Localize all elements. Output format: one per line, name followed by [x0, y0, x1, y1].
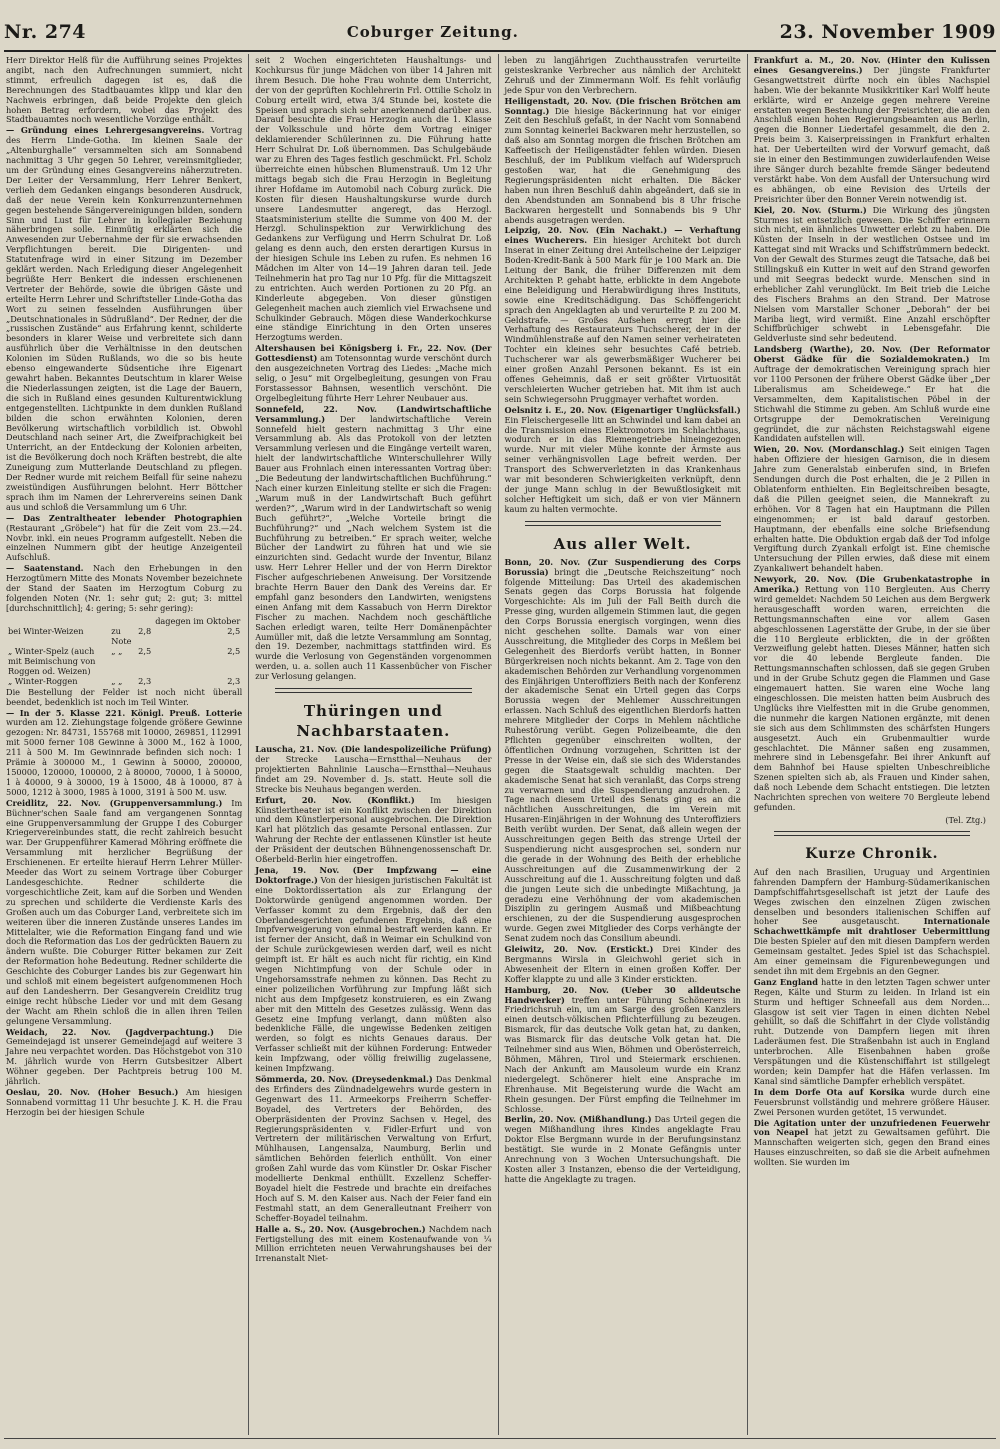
article-lead: In dem Dorfe Ota auf Korsika — [753, 1086, 905, 1097]
article-lead: Weidach, 22. Nov. (Jagdverpachtung.) — [6, 1026, 214, 1037]
article-text: Der landwirtschaftliche Verein Sonnefeld hielt gestern nachmittag 3 Uhr eine Versammlung ab. Als das Protokoll von der letzten Versammlung verlesen und die Eingänge verteilt waren, hielt der landwirtschaftliche Winterschullehrer Willy Bauer aus Frohnlach einen interessanten Vortrag über: „Die Bedeutung der landwirtschaftlichen Buchführung.“ Nach einer kurzen Einleitung stellte er sich die Fragen: „Warum muß in der Landwirtschaft Buch geführt werden?“, „Warum wird in der Landwirtschaft so wenig Buch geführt?“, „Welche Vorteile bringt die Buchführung?“ und „Nach welchem System ist die Buchführung zu betreiben.“ Er sprach weiter, welche Bücher der Landwirt zu führen hat und wie sie einzurichten sind. Gedacht wurde der Inventur, Bilanz usw. Herr Lehrer Heller und der von Herrn Direktor Fischer aufgeschriebenen Anweisung. Der Vorsitzende brachte Herrn Bauer den Dank des Vereins dar. Er empfahl ganz besonders den Landwirten, wenigstens einen Anfang mit dem Kassabuch von Herrn Direktor Fischer zu machen. Nachdem noch geschäftliche Sachen erledigt waren, teilte Herr Domänenpächter Aumüller mit, daß die letzte Versammlung am Sonntag, den 19. Dezember, nachmittags stattfinden wird. Es wurde die Verlosung von Gegenständen vorgenommen werden, u. a. sollen auch 11 Kassenbücher von Fischer zur Verlosung gelangen. — [255, 413, 492, 682]
issue-number: Nr. 274 — [4, 21, 87, 43]
article-lead: Creidlitz, 22. Nov. (Gruppenversammlung.) — [6, 797, 223, 808]
crop-table-header-cell: dagegen im Oktober — [155, 615, 241, 626]
column-4 — [747, 54, 996, 1435]
article-lead: Bonn, 20. Nov. (Zur Suspendierung des Corps Borussia) — [504, 556, 741, 577]
article-paragraph — [505, 945, 741, 985]
section-headline: Thüringen und Nachbarstaaten. — [296, 702, 451, 741]
article-lead: Gleiwitz, 20. Nov. (Erstickt.) — [504, 944, 654, 955]
column-3 — [498, 54, 747, 1435]
article-text: hatte in den letzten Tagen schwer unter Regen, Kälte und Sturm zu leiden. In Irland ist ein Sturm und heftiger Schneefall aus dem Norden... Glasgow ist seit vier Tagen in einen dichten Nebel gehüllt, so daß die Schiffahrt in der Clyde vollständig ruht. Dutzende von Dampfern liegen mit ihren Laderäumen fest. Die Straßenbahn ist auch in England unterbrochen. Alle Eisenbahnen haben große Verspätungen und die Küstenschiffahrt ist stillgelegt worden; kein Dampfer hat die Häfen verlassen. Im Kanal sind sämtliche Dampfer erheblich verspätet. — [753, 976, 991, 1086]
column-1 — [4, 54, 248, 1435]
crop-name: „ Winter-Roggen — [8, 675, 78, 686]
article-lead: Die Agitation unter der unzufriedenen Feuerwehr von Neapel — [753, 1117, 990, 1138]
article-paragraph — [754, 1088, 990, 1118]
article-text: Nachdem nach Fertigstellung des mit einem Kostenaufwande von ¼ Million errichteten neuen Verwahrungshauses bei der Irrenanstalt Niet- — [255, 1223, 492, 1264]
article-text: Im Auftrage der demokratischen Vereinigung sprach hier vor 1100 Personen der frühere Oberst Gädke über „Der Liberalismus am Scheidewege.“ Er hat die Versammelten, dem Kapitalistischen Pöbel in der Stichwahl die Stimme zu geben. Am Schluß wurde eine Ortsgruppe der Demokratischen Vereinigung gegründet, die zur nächsten Reichstagswahl eigene Kandidaten aufstellen will. — [753, 354, 990, 444]
section-headline: Kurze Chronik. — [805, 845, 939, 862]
article-lead: Hamburg, 20. Nov. (Ueber 30 alldeutsche Handwerker) — [504, 984, 741, 1005]
article-paragraph — [255, 1225, 491, 1265]
article-text: Ein hiesiger Architekt bot durch Inserat in einer Zeitung drei Anteilscheine der Leipziger Boden-Kredit-Bank à 500 Mark für je 100 Mark an. Die Leitung der Bank, die früher Differenzen mit dem Architekten P. gehabt hatte, erblickte in dem Angebote eine Beleidigung und Herabwürdigung ihres Instituts, sowie eine Kreditschädigung. Das Schöffengericht sprach den Angeklagten ab und verurteilte P. zu 200 M. Geldstrafe. — Großes Aufsehen erregt hier die Verhaftung des Restaurateurs Tuchscherer, der in der Windmühlenstraße auf den Namen seiner verheirateten Tochter ein kleines sehr besuchtes Café betrieb. Tuchscherer war als gewerbsmäßiger Wucherer bei einer großen Anzahl Personen bekannt. Es ist ein offenes Geheimnis, daß er seit größter Virtuosität verschleierten Wucher getrieben hat. Mit ihm ist auch sein Schwiegersohn Pruggmayer verhaftet worden. — [504, 235, 741, 404]
article-text: Nach den Erhebungen in den Herzogtümern Mitte des Monats November bezeichnete der Stand der Saaten im Herzogtum Coburg zu folgenden Noten (Nr. 1: sehr gut; 2: gut; 3: mittel [durchschnittlich]; 4: gering; 5: sehr gering): — [6, 563, 243, 613]
article-lead: Newyork, 20. Nov. (Die Grubenkatastrophe in Amerika.) — [753, 574, 990, 595]
article-paragraph: seit 2 Wochen eingerichteten Haushaltungs- und Kochkursus für junge Mädchen von über 14 Jahren mit ihrem Besuch. Die hohe Frau wohnte dem Unterricht, der von der geprüften Kochlehrerin Frl. Ottilie Scholz in Coburg erteilt wird, etwa 3/4 Stunde bei, kostete die Speisen und sprach sich sehr anerkennend darüber aus. Darauf besuchte die Frau Herzogin auch die 1. Klasse der Volksschule und hörte dem Vortrag einiger deklamierender Schülerinnen zu. Die Führung hatte Herr Schulrat Dr. Loß übernommen. Das Schulgebäude war zu Ehren des Tages festlich geschmückt. Frl. Scholz überreichte einen hübschen Blumenstrauß. Um 12 Uhr mittags begab sich die Frau Herzogin in Begleitung ihrer Hofdame im Automobil nach Coburg zurück. Die Kosten für diesen Haushaltungskurse wurde durch unsere Landesmutter angeregt, das Herzogl. Staatsministerium stellte die Summe von 400 M. der Herzgl. Schulinspektion zur Verwirklichung des Gedankens zur Verfügung und Herrn Schulrat Dr. Loß gelang es denn auch, den ersten derartigen Kursus in der hiesigen Schule ins Leben zu rufen. Es nehmen 16 Mädchen im Alter von 14—19 Jahren daran teil. Jede Teilnehmerin hat pro Tag nur 10 Pfg. für die Mittagszeit zu entrichten. Auch werden Portionen zu 20 Pfg. an Kinderleute abgegeben. Von dieser günstigen Gelegenheit machen auch ziemlich viel Erwachsene und Schulkinder Gebrauch. Mögen diese Wanderkochkurse eine ständige Einrichtung in den Orten unseres Herzogtums werden. — [255, 55, 492, 343]
article-lead: Heiligenstadt, 20. Nov. (Die frischen Brötchen am Sonntag.) — [504, 95, 741, 116]
article-paragraph: Herr Direktor Helß für die Aufführung seines Projektes angibt, nach den Aufrechnungen summiert, nicht stimmt, erfreulich dagegen ist es, daß die Berechnungen des Stadtbauamtes klipp und klar den Nachweis erbringen, daß beide Projekte den gleich hohen Betrag erfordern, wobei das Projekt des Stadtbauamtes noch wesentliche Vorzüge enthält. — [6, 55, 243, 125]
article-text: (Restaurant „Gröbele“) hat für die Zeit vom 23.—24. Novbr. inkl. ein neues Programm aufgestellt. Neben die einzelnen Nummern gibt der heutige Anzeigenteil Aufschluß. — [6, 522, 243, 563]
article-paragraph — [505, 558, 741, 944]
article-lead: Kiel, 20. Nov. (Sturm.) — [753, 204, 867, 215]
article-paragraph — [754, 206, 990, 345]
section-divider — [525, 521, 721, 526]
header-rule — [4, 50, 996, 52]
article-paragraph — [255, 405, 491, 682]
article-paragraph — [255, 344, 491, 403]
article-text: Die Wirkung des jüngsten Sturmes ist entsetzlich gewesen. Die Schiffer erinnern sich nicht, ein ähnliches Unwetter erlebt zu haben. Die Küsten der Inseln in der westlichen Ostsee und im Kattegat sind mit Wracks und Schiffstrümmern bedeckt. Von der Gewalt des Sturmes zeugt die Tatsache, daß bei Stillingskuß ein Kutter in weit auf den Strand geworfen und mit Seegras bedeckt wurde. Menschen sind in erheblicher Zahl verunglückt. Im Beit trieb die Leiche des Fischers Brahms an den Strand. Der Matrose Nielsen vom Marstaller Schoner „Deborah“ der bei Mariba liegt, wird vermißt. Eine Anzahl erschöpfter Schiffbrüchiger schwebt in Lebensgefahr. Die Geldverluste sind sehr bedeutend. — [753, 204, 990, 344]
article-text: Vortrag des Herrn Linde-Gotha. Im kleinen Saale der „Altenburghalle“ versammelten sich am Sonnabend nachmittag 3 Uhr gegen 50 Lehrer, vereinsmitglieder, um der Gründung eines Gesangvereins näherzutreten. Der Leiter der Versammlung, Herr Lehrer Benkert, verlieh dem Gedanken eingangs besonderen Ausdruck, daß der neue Verein kein Konkurrenzunternehmen gegen bestehende Sängervereinigungen bilden, sondern Sinn und Lust für Lehrer in kollegialer Beziehung näherbringen solle. Einmütig erklärten sich die Anwesenden zur Uebernahme der für sie erwachsenden Verpflichtungen bereit. Die Dirigenten- und Statutenfrage wird in einer Sitzung im Dezember geklärt werden. Nach Erledigung dieser Angelegenheit begrüßte Herr Benkert die indessen erschienenen Vertreter der Behörde, sowie die übrigen Gäste und erteilte Herrn Lehrer und Schriftsteller Linde-Gotha das Wort zu seinen fesselnden Ausführungen über „Deutschnationales in Südrußland“. Der Redner, der die „russischen Zustände“ aus Erfahrung kennt, schilderte besonders in klarer Weise und verbreitete sich dann ausführlich über die Verhältnisse in den deutschen Kolonien im Süden Rußlands, wo die so bis heute ebenso eingewanderte Südsentiche ihre Eigenart gewahrt haben. Bekanntes Deutschtum in klarer Weise die Niederlassungen zeigten, ist die Lage der Bauern, die sich in Rußland eines gesunden Kulturentwicklung entgegenstellten. Lichtpunkte in dem dunklen Rußland bilden die schon erwähnten Kolonien, deren Bevölkerung wirtschaftlich vorbildlich ist. Obwohl Deutschland nach seiner Art, die Zweifprachigkeit bei Unterricht, an der Entdeckung der Kolonien arbeiten, ist die Bevölkerung doch noch Kräften bestrebt, die alte Zuneigung zum Mutterlande Deutschland zu pflegen. Der Redner wurde mit reichem Beifall für seine nahezu zweistündigen Ausführungen belohnt. Herr Böttcher sprach ihm im Namen der Lehrervereins seinen Dank aus und schloß die Versammlung um 6 Uhr. — [6, 125, 243, 512]
article-text: Das Urteil gegen die wegen Mißhandlung ihres Kindes angeklagte Frau Doktor Else Bergmann wurde in der Berufungsinstanz bestätigt. Sie wurde in 2 Monate Gefängnis unter Anrechnung von 3 Wochen Untersuchungshaft. Die Kosten aller 3 Instanzen, ebenso die der Verteidigung, hatte die Angeklagte zu tragen. — [504, 1114, 741, 1184]
table-row — [6, 676, 242, 686]
article-text: Im Büchner'schen Saale fand am vergangenen Sonntag eine Gruppenversammlung der Gruppe I des Coburger Kriegervereinbundes statt, die recht zahlreich besucht war. Der Gruppenführer Kamerad Möhring eröffnete die Versammlung mit herzlicher Begrüßung der Erschienenen. Er erteilte hierauf Herrn Lehrer Müller-Meeder das Wort zu seinem Vortrage über Coburger Landesgeschichte. Redner schilderte die vorgeschichtliche Zeit, kam auf die Sorben und Wenden zu sprechen und schilderte die Verdienste Karls des Großen auch um das Coburger Land, verbreitete sich im weiteren über die inneren Zustände unseres Landes im Mittelalter, wie die Reformation Eingang fand und wie doch die Reformation das Los der gedrückten Bauern zu ändern wußte. Die Coburger Ritter bekamen zur Zeit der Reformation hohe Bedeutung. Redner schilderte die Geschichte des Coburger Landes bis zur Gegenwart hin und schloß mit einem begeistert aufgenommenen Hoch auf den Landesherrn. Der Gesangverein Creidlitz trug einige recht hübsche Lieder vor und mit dem Gesang der Wacht am Rhein schloß die in allen ihren Teilen gelungene Versammlung. — [6, 797, 243, 1026]
article-paragraph — [255, 866, 491, 1074]
article-paragraph — [505, 406, 741, 515]
article-paragraph — [6, 709, 242, 798]
article-lead: Berlin, 20. Nov. (Mißhandlung.) — [504, 1114, 652, 1125]
section-headline: Aus aller Welt. — [553, 534, 692, 553]
article-lead: Ganz England — [753, 976, 818, 987]
article-text: Das Denkmal des Erfinders des Zündnadelgewehrs wurde gestern in Gegenwart des 11. Armeekorps Freiherrn Scheffer-Boyadel, des Vertreters der Behörden, des Oberpräsidenten der Provinz Sachsen v. Hegel, des Regierungspräsidenten v. Fidler-Erfurt und von Vertretern der militärischen Verwaltung von Erfurt, Mühlhausen, Langensalza, Naumburg, Berlin und sämtlichen Behörden feierlich enthüllt. Von einer großen Zahl wurde das vom Künstler Dr. Oskar Fischer modellierte Denkmal enthüllt. Exzellenz Scheffer-Boyadel hielt die Festrede und brachte ein dreifaches Hoch auf S. M. den Kaiser aus. Nach der Feier fand ein Festmahl statt, an dem Generalleutnant Freiherr von Scheffer-Boyadel teilnahm. — [255, 1074, 492, 1223]
article-paragraph — [6, 564, 242, 614]
article-text: Die hiesige Bäckerinnung hat vor einiger Zeit den Beschluß gefaßt, in der Nacht vom Sonnabend zum Sonntag keinerlei Backwaren mehr herzustellen, so daß also am Sonntag morgen die frischen Brötchen am Kaffeetisch der Heiligenstädter fehlen würden. Diesen Beschluß, der im Publikum vielfach auf Widerspruch gestoßen war, hat die Genehmigung des Regierungspräsidenten nicht erhalten. Die Bäcker haben nun ihren Beschluß dahin abgeändert, daß sie in den Abendstunden am Sonnabend bis 8 Uhr frische Backwaren hergestellt und Sonnabends bis 9 Uhr abends ausgetragen werden. — [504, 105, 741, 225]
section-divider — [774, 831, 970, 836]
article-text: Rettung von 110 Bergleuten. Aus Cherry wird gemeldet: Nachdem 50 Leichen aus dem Bergwerk herausgeschafft worden waren, erreichten die Rettungsmannschaften eine vor allem Gasen abgeschlossenen Lagerstätte der Grube, in der sie über die 110 Bergleute erblickten, die in der größten Verzweiflung gelebt hatten. Dieses Männer, hatten sich vor die 40 lebende Bergleute fanden. Die Rettungsmannschaften schlossen, daß sie gegen Gruben und in der Grube Schutz gegen die Flammen und Gase eingemauert hatten. Sie waren eine Woche lang eingeschlossen. Die meisten hatten beim Ausbruch des Unglücks ihre Vielfestten mit in die Grube genommen, die nunmehr die kargen Nationen ergänzte, mit denen sie sich aus dem Schlimmsten des schärfsten Hungers ausgesetzt. Auch ein Grubenmaultier wurde geschlachtet. Die Männer saßen eng zusammen, mehrere sind in Lebensgefahr. Bei ihrer Ankunft auf dem Bahnhof bei Hause spielten Unbeschreibliche Szenen spielten sich ab, als Frauen und Kinder sahen, daß noch Lebende dem Schacht entstiegen. Die letzten Nachrichten sprechen von weitere 70 Bergleute lebend gefunden. — [753, 584, 990, 812]
article-text: Seit einigen Tagen haben Offiziere der hiesigen Garnison, die in diesem Jahre zum Generalstab einberufen sind, in Briefen Sendungen durch die Post erhalten, die je 2 Pillen in Oblatenform enthielten. Ein Begleitschreiben besagte, daß die Pillen geeignet seien, die Mannekraft zu erhöhen. Vor 8 Tagen hat ein Hauptmann die Pillen eingenommen; er ist bald darauf gestorben. Hauptmann, der ebenfalls eine solche Briefsendung erhalten hatte. Die Obduktion ergab daß der Tod infolge Vergiftung durch Zyankali erfolgt ist. Eine chemische Untersuchung der Pillen erwies, daß diese mit einem Zyankaliwert behandelt haben. — [753, 444, 990, 574]
article-paragraph: Die Bestellung der Felder ist noch nicht überall beendet, bedenklich ist noch im Teil Winter. — [6, 686, 243, 707]
article-text: Drei Kinder des Bergmanns Wirsla in Gleichwohl geriet sich in Abwesenheit der Eltern in einen großen Koffer. Der Koffer klappte zu und alle 3 Kinder erstickten. — [504, 944, 741, 984]
article-lead: Oelsnitz i. E., 20. Nov. (Eigenartiger Unglücksfall.) — [504, 404, 741, 415]
article-paragraph — [754, 978, 990, 1087]
article-paragraph — [754, 1119, 990, 1169]
article-text: hat jetzt zu Gewaltsamen geführt. Die Mannschaften weigerten sich, gegen den Brand eines Hauses einzuschreiten, so daß sie die Arbeit aufnehmen wollten. Sie wurden im — [753, 1127, 990, 1168]
article-paragraph — [6, 126, 242, 512]
article-paragraph — [255, 1075, 491, 1224]
article-columns — [4, 54, 996, 1435]
table-row — [6, 626, 242, 646]
article-paragraph — [505, 97, 741, 226]
article-paragraph — [6, 1028, 242, 1087]
article-text: wurde durch eine Feuersbrunst vollständig und mehrere größere Häuser. Zwei Personen wurden getötet, 15 verwundet. — [753, 1086, 990, 1117]
article-lead: Oeslau, 20. Nov. (Hoher Besuch.) — [6, 1087, 179, 1097]
crop-note: „ „ — [111, 645, 123, 656]
article-paragraph — [505, 1115, 741, 1184]
article-paragraph — [754, 868, 990, 977]
footer-rule — [4, 1438, 996, 1439]
crop-note: „ „ — [111, 675, 123, 686]
crop-name: bei Winter-Weizen — [8, 625, 84, 636]
crop-value-nov: 2,5 — [138, 645, 152, 656]
article-lead: Sonnefeld, 22. Nov. (Landwirtschaftliche Versammlung.) — [255, 403, 492, 424]
article-lead: Halle a. S., 20. Nov. (Ausgebrochen.) — [255, 1223, 426, 1234]
article-lead: Wien, 20. Nov. (Mordanschlag.) — [753, 444, 905, 455]
crop-name: „ Winter-Spelz (auch mit Beimischung von Roggen od. Weizen) — [8, 645, 96, 676]
article-lead: Lauscha, 21. Nov. (Die landespolizeiliche Prüfung) — [255, 744, 492, 755]
article-text: Von der hiesigen juristischen Fakultät ist eine Doktordissertation als zur Erlangung der Doktorwürde genügend angenommen worden. Der Verfasser kommt zu dem Ergebnis, daß der den Oberlandesgerichten gefundenen Ergebnis, daß eine Impfverweigerung von einmal bestraft werden kann. Er ist ferner der Ansicht, daß in Weimar ein Schulkind von der Schule zurückgewiesen werden darf, weil es nicht geimpft ist. Er hält es auch nicht für richtig, ein Kind wegen Nichtimpfung von der Schule oder in Ungehorsamsstrafe nehmen zu können. Das Recht zu einer polizeilichen Vorführung zur Impfung läßt sich nicht aus dem Impfgesetz konstruieren, es ein Zwang aber mit den Mitteln des Gesetzes zulässig. Wenn das Gesetz eine Impfung verlangt, dann müßten also bedenkliche Fälle, die ungewisse Bedenken zeitigen werden, so folgt es nichts Genaues daraus. Der Verfasser schließt mit der kühnen Forderung: Entweder kein Impfzwang, oder völlig freiwillig zugelassene, keinen Impfzwang. — [255, 874, 492, 1074]
article-lead: Sömmerda, 20. Nov. (Dreysedenkmal.) — [255, 1074, 433, 1084]
article-text: bringt die „Deutsche Reichszeitung“ noch folgende Mitteilung: Das Urteil des akademischen Senats gegen das Corps Borussia hat folgende Vorgeschichte: Als im Juli der Fall Beith durch die Presse ging, wurden allgemein Stimmen laut, die gegen den Corps Borussia energisch vorgingen, wenn dies nicht geschehen sollte. Damals war von einer Ausschreitung, die Mitglieder des Corps in Meßlem bei Gelegenheit des Bierdorfs verübt hatten, in Bonner Bürgerkreisen noch nichts bekannt. Am 2. Tage von den akademischen Behörden zur Verhandlung vorgenommen des Einjährigen Unteroffiziers Beith nach der Konferenz der akademische Senat ein Urteil gegen das Corps Borussia wegen der Mehlemer Ausschreitungen erlassen. Nach Schluß des eigentlichen Bierdorfs hatten mehrere Mitglieder der Corps in Mehlem nächtliche Ruhestörung verübt. Gegen Polizeibeamte, die den Pflichten gegenüber einschreiten wollten, der öffentlichen Ordnung vorzugehen, Schritten ist der Presse in der Weise ein, daß sie sich des Widerstandes gegen die Staatsgewalt schuldig machten. Der akademische Senat hat sich veranlaßt, das Corps streng zu verwarnen und die Suspendierung anzudrohen. 2 Tage nach diesem Urteil des Senats ging es an die nächtlichen Ausschreitungen, die im Verein mit Husaren-Einjährigen in der Wohnung des Unteroffiziers Beith verübt wurden. Der Senat, daß allein wegen der Ausschreitungen gegen Beith das strenge Urteil der Suspendierung nicht ausgesprochen sei, sondern nur die gerade in der Wohnung des Beith der erhebliche Ausschreitungen auf die Zusammenwirkung der 2 Ausschreitung auf die 1. Ausschreitung folgten und daß die jungen Leute sich die unbedingte Mißachtung, ja geradezu eine Verhöhnung der vom akademischen Disziplin zu geringem Ausmaß und Mißbeachtung erschienen, zu der die Suspendierung ausgesprochen wurde. Gegen zwei Mitglieder des Corps verhängte der Senat zudem noch das Consilium abeundi. — [504, 566, 741, 944]
table-row — [6, 646, 242, 676]
article-lead: Internationale Schachwettkämpfe mit drahtloser Uebermittlung — [753, 916, 990, 937]
article-paragraph — [754, 56, 990, 205]
article-text: Am hiesigen Sonnabend vormittag 11 Uhr besuchte J. K. H. die Frau Herzogin bei der hiesigen Schule — [6, 1087, 243, 1117]
article-text: Ein Fleischergeselle litt an Schwindel und kam dabei an die Transmission eines Elektromotors im Schlachthaus, wodurch er in das Riemengetriebe hineingezogen wurde. Nur mit vieler Mühe konnte der Ärmste aus seiner verhängnisvollen Lage befreit werden. Der Transport des Schwerverletzten in das Krankenhaus war mit besonderen Schwierigkeiten verknüpft, denn der junge Mann schlug in der Bewußtlosigkeit mit solcher Heftigkeit um sich, daß er von vier Männern kaum zu halten vermochte. — [504, 414, 741, 514]
article-text: Im hiesigen Künstlertheater ist ein Konflikt zwischen der Direktion und dem Künstlerpersonal ausgebrochen. Die Direktion Karl hat plötzlich das gesamte Personal entlassen. Zur Wahrung der Rechte der entlassenen Künstler ist heute der Präsident der deutschen Bühnengenossenschaft Dr. Oßerbeld-Berlin hier eingetroffen. — [255, 794, 492, 865]
crop-value-oct: 2,5 — [227, 625, 241, 636]
article-paragraph: leben zu langjährigen Zuchthausstrafen verurteilte geisteskranke Verbrecher aus nämlich der Architekt Zehruß und der Zimmermann Wolf. Es fehlt vorläufig jede Spur von den Verbrechern. — [504, 55, 741, 95]
article-text: Auf den nach Brasilien, Uruguay und Argentinien fahrenden Dampfern der Hamburg-Südamerikanischen Dampfschiffahrtsgesellschaft ist jetzt der Laufe des Weges zwischen den einzelnen Zügen zwischen denselben und besonders italienischen Schiffen auf hoher See ausgetauscht. — [753, 866, 990, 927]
crop-table-header — [6, 616, 242, 626]
article-text: Die Gemeindejagd ist unserer Gemeindejagd auf weitere 3 Jahre neu verpachtet worden. Das Höchstgebot von 310 M. jährlich wurde von Herrn Gutsbesitzer Albert Wöhner gegeben. Der Pachtpreis betrug 100 M. jährlich. — [6, 1026, 243, 1087]
article-paragraph — [754, 445, 990, 574]
crop-value-nov: 2,8 — [138, 625, 152, 636]
article-lead: Altershausen bei Königsberg i. Fr., 22. Nov. (Der Gottesdienst) — [255, 343, 492, 364]
article-text: Die besten Spieler auf den mit diesen Dampfern werden Gemeinsam gestaltet. Jedes Spiel ist das Schachspiel. Am einer gemeinsam die Figurenbewegungen und sendet ihn mit dem Ergebnis an den Gegner. — [753, 936, 990, 976]
source-signature: (Tel. Ztg.) — [945, 814, 986, 825]
article-lead: Jena, 19. Nov. (Der Impfzwang — eine Doktorfrage.) — [255, 864, 492, 885]
article-text: treffen unter Führung Schönerers in Friedrichsruh ein, um am Sarge des großen Kanzlers einen deutsch-völkischen Pflichterfüllung zu bezeugen. Bismarck, für das deutsche Volk getan hat, zu danken, was Bismarck für das deutsche Volk getan hat. Die Teilnehmer sind aus Wien, Böhmen und Oberösterreich, Böhmen, Mähren, Tirol und Steiermark erschienen. Nach der Ankunft am Mausoleum wurde ein Kranz niedergelegt. Schönerer hielt eine Ansprache im Ehrenhause. Mit Begeisterung wurde die Wacht am Rhein gesungen. Der Fürst empfing die Teilnehmer im Schlosse. — [504, 994, 741, 1114]
article-paragraph — [6, 799, 242, 1027]
page-header — [4, 18, 996, 46]
article-paragraph — [754, 575, 990, 813]
article-lead: — Das Zentraltheater lebender Photographien — [6, 512, 243, 523]
section-divider — [275, 688, 471, 693]
article-lead: — Gründung eines Lehrergesangvereins. — [6, 125, 205, 136]
article-text: der Strecke Lauscha—Ernstthal—Neuhaus der projektierten Bahnlinie Lauscha—Ernstthal—Neuhaus findet am 29. November d. Js. statt. Heute soll die Strecke bis Neuhaus begangen werden. — [255, 754, 492, 794]
article-lead: Landsberg (Warthe), 20. Nov. (Der Reformator Oberst Gädke für die Sozialdemokraten.) — [753, 344, 990, 365]
article-lead: Leipzig, 20. Nov. (Ein Nachakt.) — Verhaftung eines Wucherers. — [504, 225, 741, 246]
crop-note: zu Note — [111, 625, 132, 646]
article-paragraph — [255, 745, 491, 795]
article-lead: — Saatenstand. — [6, 563, 84, 574]
issue-date: 23. November 1909 — [779, 21, 996, 43]
crop-table — [6, 616, 242, 686]
article-text: Der jüngste Frankfurter Gesangwettstreit dürfte noch ein übles Nachspiel haben. Wie der bekannte Musikkritiker Karl Wolff heute erklärte, wird er Anzeige gegen mehrere Vereine erstatten wegen Bestechung der Preisrichter, die an den Anschluß einen hohen Regierungsbeamten aus Berlin, gegen die Bonner Liedertafel gesammelt, die den 2. Preis beim 3. Kaiserpreissingen in Frankfurt erhalten hat. Der Ueberteilten wird der Vorwurf gemacht, daß sie in einer den Bestimmungen zuwiderlaufenden Weise ihre Sänger durch bezahlte fremde Sänger bedeutend verstärkt habe. Von dem Ausfall der Untersuchung wird es abhängen, ob eine Revision des Urteils der Preisrichter über den Bonner Verein notwendig ist. — [753, 64, 991, 204]
article-paragraph — [255, 796, 491, 865]
article-paragraph — [505, 226, 741, 404]
article-paragraph — [6, 1088, 242, 1118]
article-lead: Erfurt, 20. Nov. (Konflikt.) — [255, 794, 415, 805]
paper-title: Coburger Zeitung. — [346, 23, 519, 41]
crop-value-nov: 2,3 — [138, 675, 152, 686]
article-text: am Totensonntag wurde verschönt durch den ausgezeichneten Vortrag des Liedes: „Mache mich selig, o Jesu“ mit Orgelbegleitung, gesungen von Frau Forstassessor Bahnsen, wesentlich verschönt. Die Orgelbegleitung führte Herr Lehrer Neubauer aus. — [255, 353, 492, 403]
article-lead: Frankfurt a. M., 20. Nov. (Hinter den Kulissen eines Gesangvereins.) — [753, 55, 990, 75]
crop-value-oct: 2,3 — [227, 675, 241, 686]
article-lead: — In der 5. Klasse 221. Königl. Preuß. Lotterie — [6, 707, 243, 718]
column-2 — [248, 54, 497, 1435]
article-text: wurden am 12. Ziehungstage folgende größere Gewinne gezogen: Nr. 84731, 155768 mit 10000, 269851, 112991 mit 5000 ferner 108 Gewinne à 3000 M., 162 à 1000, 211 à 500 M. Im Gewinnrade befinden sich noch: 1 Prämie à 300000 M., 1 Gewinn à 50000, 200000, 150000, 120000, 100000, 2 à 80000, 70000, 1 à 50000, 1 à 40000, 9 à 30000, 19 à 15000, 48 à 10000, 87 à 5000, 1212 à 3000, 1985 à 1000, 3191 à 500 M. usw. — [6, 717, 243, 797]
article-paragraph — [6, 514, 242, 564]
article-paragraph — [754, 345, 990, 444]
crop-value-oct: 2,5 — [227, 645, 241, 656]
article-paragraph — [505, 986, 741, 1115]
